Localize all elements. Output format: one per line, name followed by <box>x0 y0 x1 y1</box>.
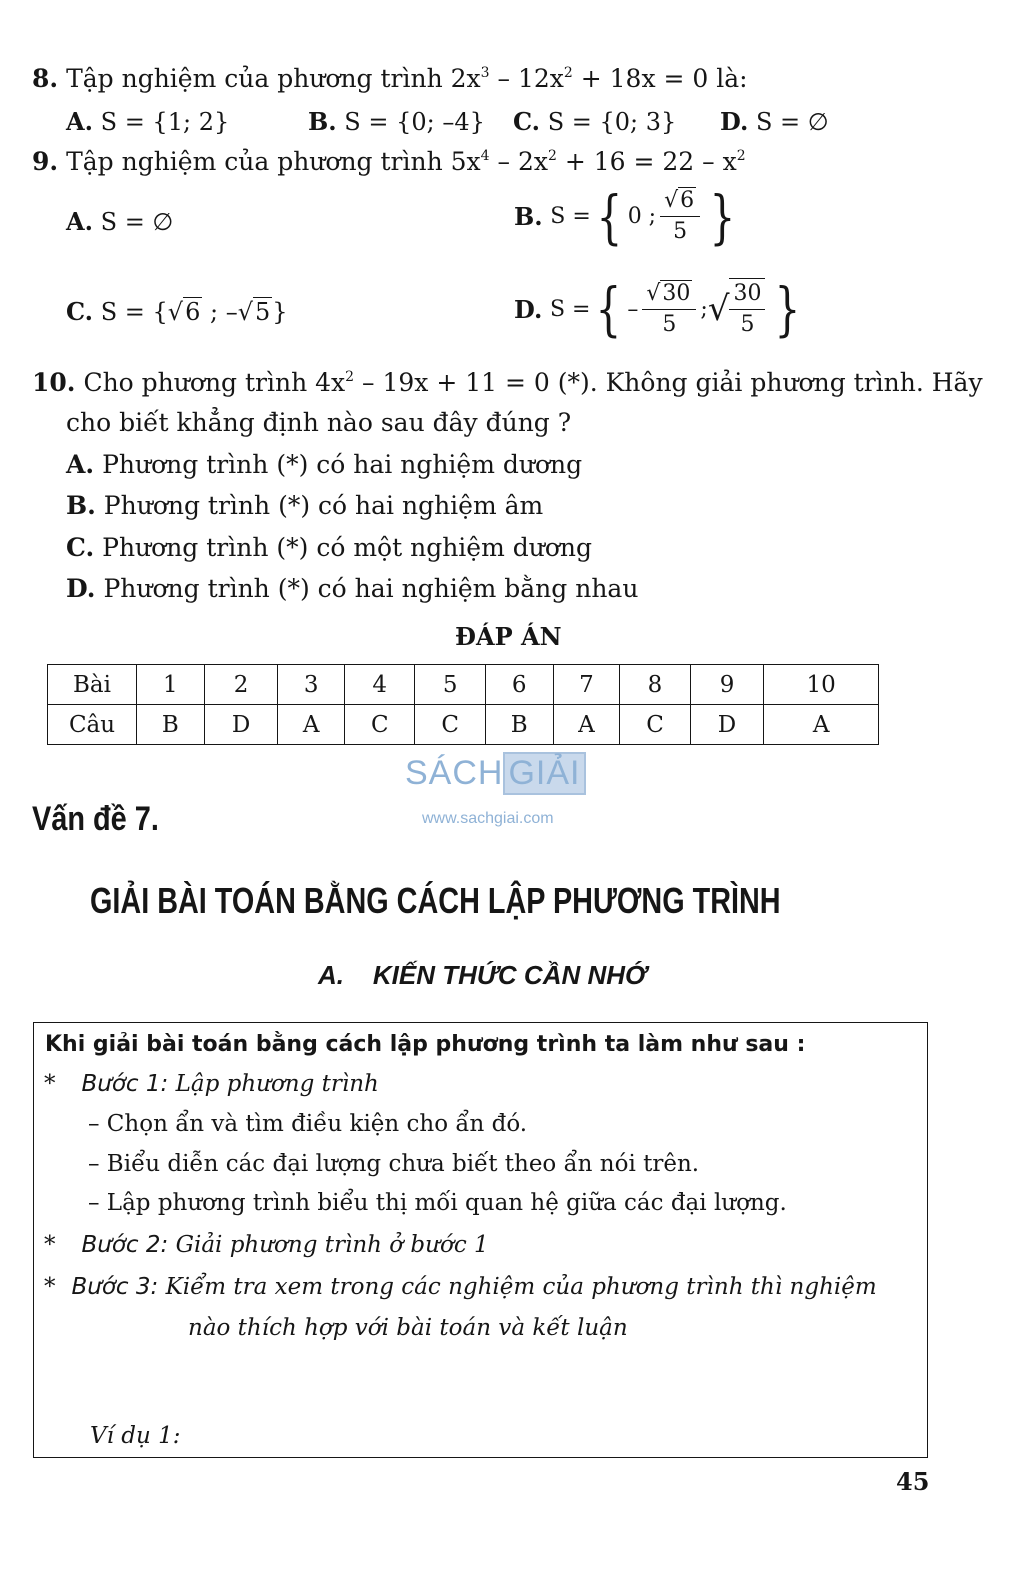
question-text: Cho phương trình $4x^2 - 19x + 11 = 0$ (*). Không giải phương trình. Hãy <box>83 368 983 397</box>
table-cell: 5 <box>415 665 485 705</box>
answer-key-title: ĐÁP ÁN <box>455 622 562 651</box>
question-number: 10. <box>32 368 76 397</box>
question-9 <box>32 147 746 176</box>
table-header-cell: Câu <box>48 705 137 745</box>
step-1-item: – Biểu diễn các đại lượng chưa biết theo ẩn nói trên. <box>88 1151 700 1177</box>
table-cell: 9 <box>690 665 764 705</box>
question-text: Tập nghiệm của phương trình $2x^3 - 12x^2 + 18x = 0$ là: <box>66 64 748 93</box>
q9-option-b: B. S = { 0 ; $\frac{√6}{5}$ } <box>514 182 736 251</box>
q10-option-c: C. Phương trình (*) có một nghiệm dương <box>66 533 593 562</box>
q8-option-a: A. S = {1; 2} <box>66 107 230 136</box>
table-cell: 2 <box>204 665 278 705</box>
table-cell: 4 <box>345 665 415 705</box>
page-number: 45 <box>896 1467 930 1496</box>
table-cell: 3 <box>278 665 345 705</box>
subsection-heading: A. KIẾN THỨC CẦN NHỚ <box>318 960 647 990</box>
fraction: $\frac{30}{5}$ <box>729 278 765 340</box>
table-row <box>48 705 879 745</box>
fraction: $\frac{√30}{5}$ <box>642 279 696 340</box>
table-cell: 10 <box>764 665 879 705</box>
step-3-continued: nào thích hợp với bài toán và kết luận <box>188 1315 628 1341</box>
step-3: * Bước 3: Kiểm tra xem trong các nghiệm của phương trình thì nghiệm <box>44 1274 877 1300</box>
watermark-url: www.sachgiai.com <box>422 810 554 827</box>
step-1-item: – Lập phương trình biểu thị mối quan hệ giữa các đại lượng. <box>88 1190 787 1216</box>
q8-option-d: D. S = ∅ <box>720 107 829 136</box>
fraction: $\frac{√6}{5}$ <box>660 186 700 247</box>
q8-option-c: C. S = {0; 3} <box>513 107 677 136</box>
table-cell: D <box>690 705 764 745</box>
question-10-line-2: cho biết khẳng định nào sau đây đúng ? <box>66 408 572 437</box>
table-row <box>48 665 879 705</box>
page-title: GIẢI BÀI TOÁN BẰNG CÁCH LẬP PHƯƠNG TRÌNH <box>90 880 781 921</box>
example-label: Ví dụ 1: <box>90 1423 181 1449</box>
question-10 <box>32 368 983 397</box>
table-cell: B <box>485 705 553 745</box>
question-number: 8. <box>32 64 59 93</box>
q9-option-c: C. S = {√6 ; –√5} <box>66 297 288 326</box>
table-cell: C <box>620 705 690 745</box>
table-header-cell: Bài <box>48 665 137 705</box>
table-cell: C <box>345 705 415 745</box>
q10-option-b: B. Phương trình (*) có hai nghiệm âm <box>66 491 544 520</box>
q10-option-a: A. Phương trình (*) có hai nghiệm dương <box>66 450 583 479</box>
table-cell: A <box>764 705 879 745</box>
box-intro: Khi giải bài toán bằng cách lập phương trình ta làm như sau : <box>45 1032 806 1057</box>
q9-option-d: D. S = { – $\frac{√30}{5}$ ; √ $\frac{30}{5}$ } <box>514 275 801 343</box>
question-text: Tập nghiệm của phương trình $5x^4 - 2x^2 + 16 = 22 - x^2$ <box>66 147 746 176</box>
table-cell: A <box>278 705 345 745</box>
step-1: * Bước 1: Lập phương trình <box>44 1071 379 1097</box>
table-cell: B <box>137 705 205 745</box>
table-cell: 8 <box>620 665 690 705</box>
question-8 <box>32 64 748 93</box>
answer-table <box>47 664 879 745</box>
table-cell: 1 <box>137 665 205 705</box>
table-cell: D <box>204 705 278 745</box>
step-1-item: – Chọn ẩn và tìm điều kiện cho ẩn đó. <box>88 1111 528 1137</box>
watermark-logo: SÁCH GIẢI <box>405 752 586 795</box>
section-label: Vấn đề 7. <box>32 800 159 838</box>
table-cell: C <box>415 705 485 745</box>
q10-option-d: D. Phương trình (*) có hai nghiệm bằng nhau <box>66 574 639 603</box>
table-cell: 6 <box>485 665 553 705</box>
table-cell: A <box>553 705 620 745</box>
question-number: 9. <box>32 147 59 176</box>
q8-option-b: B. S = {0; –4} <box>308 107 485 136</box>
table-cell: 7 <box>553 665 620 705</box>
step-2: * Bước 2: Giải phương trình ở bước 1 <box>44 1232 489 1258</box>
q9-option-a: A. S = ∅ <box>66 207 174 236</box>
